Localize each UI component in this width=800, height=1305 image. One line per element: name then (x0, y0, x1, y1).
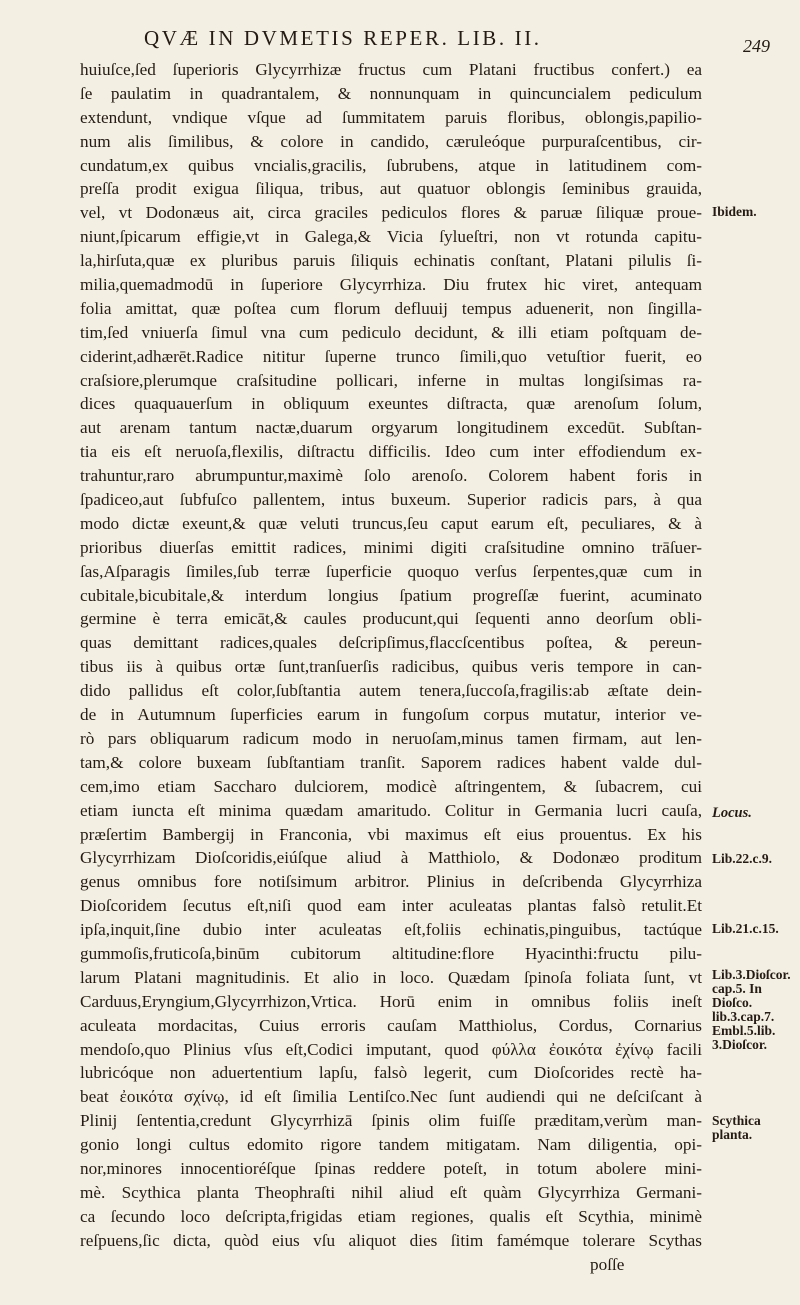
text-line: tim,ſed vniuerſa ſimul vna cum pediculo decidunt, & illi etiam poſtquam de- (80, 322, 702, 342)
text-line: reſpuens,ſic dicta, quòd eius vſu aliquot dies ſitim famémque tolerare Scythas (80, 1230, 702, 1250)
text-line: craſsiore,plerumque craſsitudine pollicari, inferne in multas longiſsimas ra- (80, 370, 702, 390)
text-line: ſpadiceo,aut ſubfuſco pallentem, intus buxeum. Superior radicis pars, à qua (80, 490, 702, 510)
text-line: etiam iuncta eſt minima quædam amaritudo. Colitur in Germania lucri cauſa, (80, 800, 702, 820)
text-line: milia,quemadmodū in ſuperiore Glycyrrhiza. Diu frutex hic viret, antequam (80, 275, 702, 295)
running-header (96, 26, 770, 58)
text-line: ciderint,adhærēt.Radice nititur ſuperne trunco ſimili,quo vetuſtior fuerit, eo (80, 346, 702, 366)
text-line: folia amittat, quæ poſtea cum florum defluuij tempus aduenerit, non ſingilla- (80, 298, 702, 318)
margin-note-ibidem: Ibidem. (712, 204, 757, 219)
text-line: huiuſce,ſed ſuperioris Glycyrrhizæ fructus cum Platani fructibus confert.) ea (80, 60, 702, 79)
text-line: prioribus diuerſas emittit radices, minimi digiti craſsitudine omnino trāſuer- (80, 537, 702, 557)
text-line: Carduus,Eryngium,Glycyrrhizon,Vrtica. Horū enim in omnibus foliis ineſt (80, 991, 702, 1011)
text-line: dices quaquauerſum in obliquum exeuntes diſtracta, quæ arenoſum ſolum, (80, 394, 702, 414)
text-line: ſe paulatim in quadrantalem, & nonnunquam in quincuncialem pediculum (80, 83, 702, 103)
text-line: tibus iis à quibus ortæ ſunt,tranſuerſis radicibus, quibus veris tempore in can- (80, 657, 702, 677)
text-line: lubricóque non aduertentium lapſu, falsò legerit, cum Dioſcorides rectè ha- (80, 1063, 702, 1083)
text-line: num alis ſimilibus, & colore in candido, cæruleóque purpuraſcentibus, cir- (80, 131, 702, 151)
margin-note-ref-dioscor: Lib.3.Dioſcor. cap.5. In Dioſco. lib.3.cap.7. Embl.5.lib. 3.Dioſcor. (712, 967, 791, 1052)
text-line: cundatum,ex quibus vncialis,gracilis, ſubrubens, atque in latitudinem com- (80, 155, 702, 175)
text-line: præſertim Bambergij in Franconia, vbi maximus eſt eius prouentus. Ex his (80, 824, 702, 844)
body-text (80, 58, 702, 1276)
text-line: nor,minores innocentioréſque ſpinas reddere poteſt, in totum abolere mini- (80, 1158, 702, 1178)
text-line: Plinij ſententia,credunt Glycyrrhizā ſpinis olim fuiſſe præditam,verùm man- (80, 1111, 702, 1131)
text-line: tam,& colore buxeam ſubſtantiam tranſit. Saporem radices habent valde dul- (80, 752, 702, 772)
header-title: QVÆ IN DVMETIS REPER. LIB. II. (144, 26, 542, 50)
text-line: gummoſis,fruticoſa,binūm cubitorum altitudine:flore Hyacinthi:fructu pilu- (80, 943, 702, 963)
text-line: rò pars obliquarum radicum modo in neruoſam,minus tamen firmam, aut len- (80, 728, 702, 748)
text-line: germine è terra emicāt,& caules producunt,qui ſequenti anno deorſum obli- (80, 609, 702, 629)
text-line: mè. Scythica planta Theophraſti nihil aliud eſt quàm Glycyrrhiza Germani- (80, 1182, 702, 1202)
text-line: aut arenam tantum nactæ,duarum orgyarum longitudinem excedūt. Subſtan- (80, 418, 702, 438)
text-line: ca ſecundo loco deſcripta,frigidas etiam regiones, qualis eſt Scythia, minimè (80, 1206, 702, 1226)
text-line: cem,imo etiam Saccharo dulciorem, modicè aſtringentem, & ſubacrem, cui (80, 776, 702, 796)
margin-note-ref-lib22: Lib.22.c.9. (712, 851, 773, 866)
text-line: Dioſcoridem ſecutus eſt,niſi quod eam inter aculeatas plantas falsò retulit.Et (80, 896, 702, 916)
text-line: poſſe (590, 1254, 625, 1274)
text-line: niunt,ſpicarum effigie,vt in Galega,& Vicia ſylueſtri, non vt rotunda capitu- (80, 227, 702, 247)
text-line: de in Autumnum ſuperficies earum in fungoſum corpus mutatur, interior ve- (80, 705, 702, 725)
text-line: modo dictæ exeunt,& quæ veluti truncus,ſeu caput earum eſt, peculiares, & à (80, 513, 702, 533)
page-number: 249 (743, 36, 770, 56)
text-line: extendunt, vndique vſque ad ſummitatem paruis floribus, oblongis,papilio- (80, 107, 702, 127)
text-line: aculeata mordacitas, Cuius erroris cauſam Matthiolus, Cordus, Cornarius (80, 1015, 702, 1035)
text-line: ipſa,inquit,ſine dubio inter aculeatas eſt,foliis echinatis,pinguibus, tactúque (80, 920, 702, 940)
text-line: beat ἐοικότα σχίνῳ, id eſt ſimilia Lentiſco.Nec ſunt audiendi qui ne deſciſcant à (80, 1087, 702, 1107)
text-line: vel, vt Dodonæus ait, circa graciles pediculos flores & paruæ ſiliquæ proue- (80, 203, 702, 223)
text-line: larum Platani magnitudinis. Et alio in loco. Quædam ſpinoſa foliata ſunt, vt (80, 967, 702, 987)
text-line: gonio longi cultus edomito rigore tandem mitigatam. Nam diligentia, opi- (80, 1135, 702, 1155)
margin-note-locus: Locus. (712, 805, 752, 821)
text-line: preſſa prodit exigua ſiliqua, tribus, aut quatuor oblongis ſeminibus grauida, (80, 179, 702, 199)
text-line: ſas,Aſparagis ſimiles,ſub terræ ſuperficie quoquo verſus ſerpentes,quæ cum in (80, 561, 702, 581)
text-line: mendoſo,quo Plinius vſus eſt,Codici imputant, quod φύλλα ἐοικότα ἐχίνῳ facili (80, 1039, 702, 1059)
margin-note-ref-lib21: Lib.21.c.15. (712, 921, 779, 936)
text-line: dido pallidus eſt color,ſubſtantia autem tenera,ſuccoſa,fragilis:ab æſtate dein- (80, 681, 702, 701)
margin-note-scythica: Scythica planta. (712, 1113, 761, 1142)
text-line: cubitale,bicubitale,& interdum longius ſpatium progreſſæ fuerint, acuminato (80, 585, 702, 605)
text-line: Glycyrrhizam Dioſcoridis,eiúſque aliud à Matthiolo, & Dodonæo proditum (80, 848, 702, 868)
text-line: quas demittant radices,quales deſcripſimus,flaccſcentibus poſtea, & pereun- (80, 633, 702, 653)
text-line: trahuntur,raro abrumpuntur,maximè ſolo arenoſo. Colorem habent foris in (80, 466, 702, 486)
text-line: tia eis eſt neruoſa,flexilis, diſtractu difficilis. Ideo cum inter effodiendum ex- (80, 442, 702, 462)
text-line: genus omnibus fore notiſsimum arbitror. Plinius in deſcribenda Glycyrrhiza (80, 872, 702, 892)
text-line: la,hirſuta,quæ ex pluribus paruis ſiliquis echinatis conſtant, Platani pilulis ſi- (80, 251, 702, 271)
